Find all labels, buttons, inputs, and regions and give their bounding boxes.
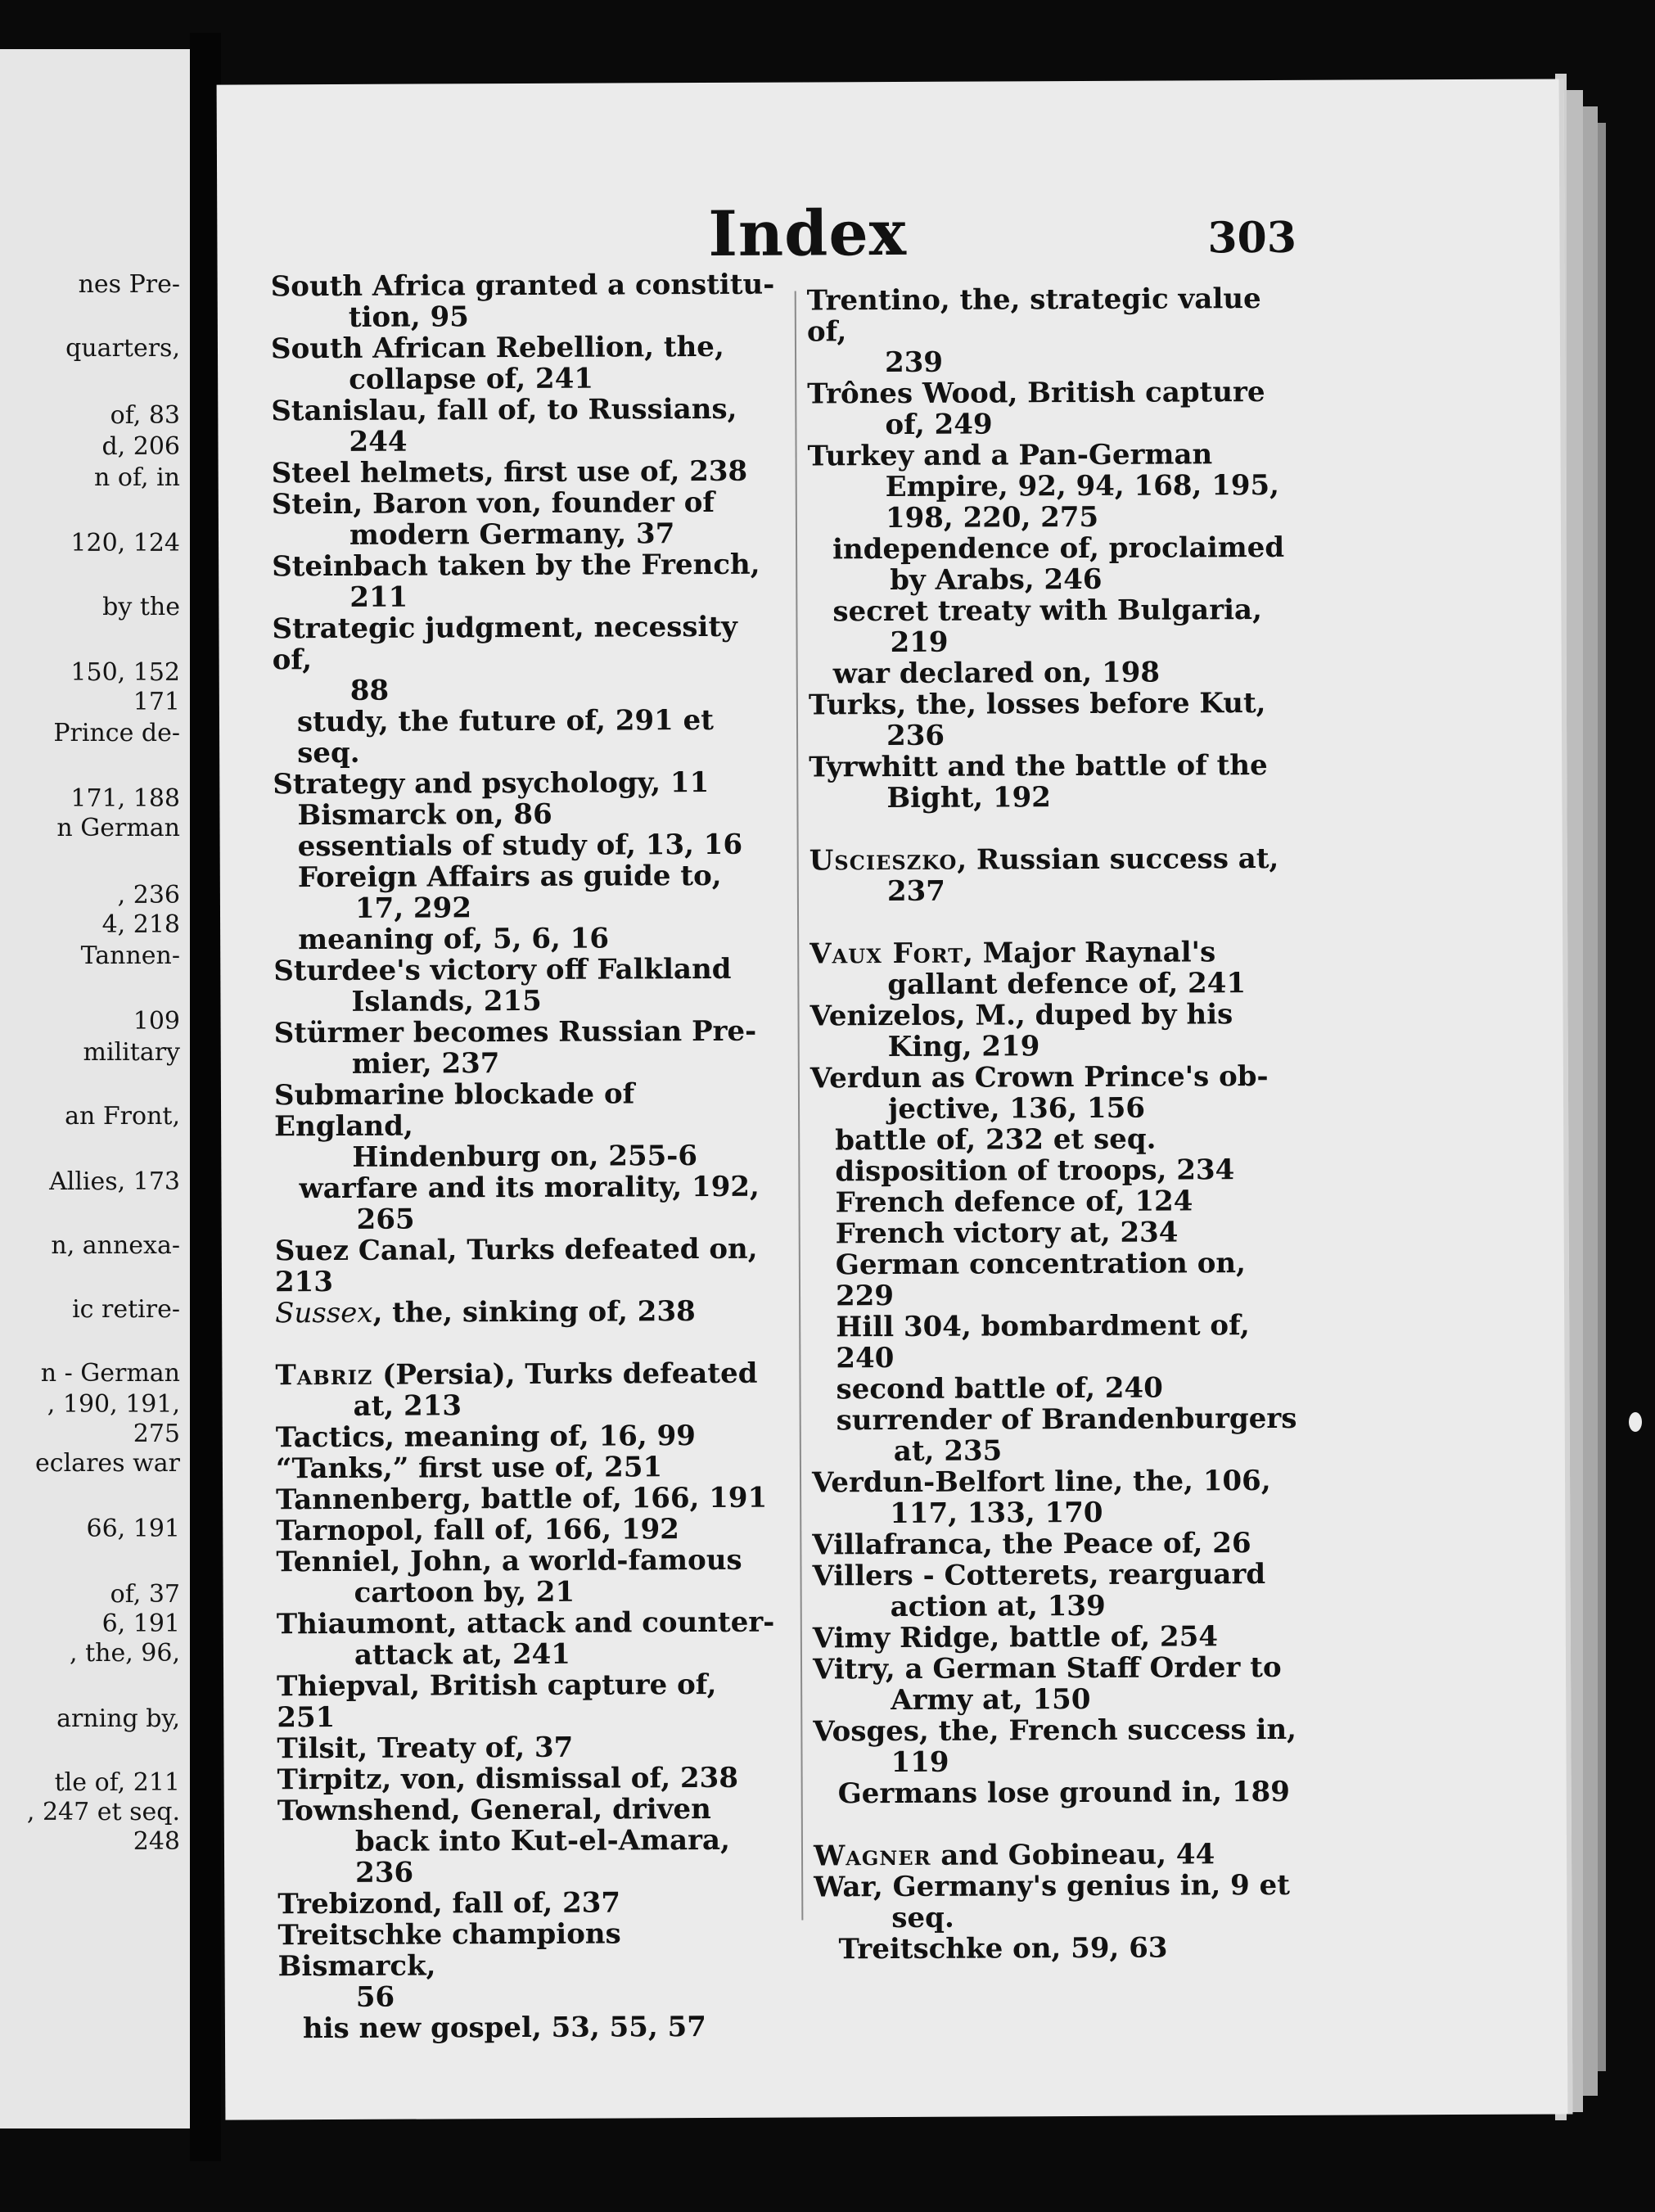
entry-heading <box>836 1216 1179 1250</box>
entry-text: Turks, the, losses before Kut, <box>808 687 1266 722</box>
entry-heading <box>837 1402 1297 1437</box>
left-page-line: 109 <box>133 1007 180 1036</box>
entry-heading <box>276 1482 767 1517</box>
entry-continuation: 119 <box>891 1745 949 1780</box>
page-title: Index <box>708 196 908 270</box>
entry-continuation: Hindenburg on, 255-6 <box>352 1140 698 1174</box>
entry-text: Stanislau, fall of, to Russians, <box>271 392 737 428</box>
entry-continuation: Empire, 92, 94, 168, 195, <box>885 468 1280 504</box>
entry-continuation: modern Germany, 37 <box>349 517 675 552</box>
entry-text: Tilsit, Treaty of, 37 <box>277 1731 574 1766</box>
entry-heading <box>275 1295 696 1329</box>
entry-heading <box>807 438 1212 472</box>
entry-heading <box>274 1077 634 1143</box>
entry-text: Turkey and a Pan-German <box>807 438 1213 473</box>
left-page-line: d, 206 <box>101 432 180 461</box>
entry-text: Verdun as Crown Prince's ob- <box>809 1060 1269 1095</box>
left-page-line: by the <box>102 593 180 621</box>
entry-heading <box>812 1558 1265 1592</box>
entry-continuation: Islands, 215 <box>351 984 542 1018</box>
entry-text: German concentration on, 229 <box>835 1247 1247 1313</box>
left-page-line: , 190, 191, <box>47 1390 180 1419</box>
entry-text: and Gobineau, 44 <box>931 1838 1215 1872</box>
index-subentry <box>808 594 1299 659</box>
entry-heading <box>276 1451 662 1485</box>
index-subentry <box>273 829 781 863</box>
index-entry <box>277 1918 785 2014</box>
entry-text: Verdun-Belfort line, the, 106, <box>811 1464 1271 1500</box>
entry-text: Stürmer becomes Russian Pre- <box>273 1014 757 1050</box>
index-subentry <box>811 1310 1302 1375</box>
left-page-line: , 236 <box>117 881 180 910</box>
entry-heading <box>276 1544 742 1578</box>
index-subentry <box>810 1154 1301 1188</box>
entry-heading <box>809 687 1266 721</box>
section-gap <box>809 812 1300 846</box>
entry-heading <box>812 1465 1271 1499</box>
left-page-line: 66, 191 <box>86 1515 180 1543</box>
left-page-line: 150, 152 <box>70 658 180 687</box>
index-subentry <box>808 532 1299 597</box>
entry-heading <box>273 766 709 801</box>
entry-heading <box>303 2011 706 2045</box>
entry-heading <box>835 1185 1193 1219</box>
left-page-line: eclares war <box>35 1449 180 1478</box>
entry-continuation: 88 <box>349 674 390 707</box>
index-subentry <box>273 860 781 925</box>
index-entry <box>271 332 778 396</box>
entry-text: Tannenberg, battle of, 166, 191 <box>276 1481 768 1517</box>
entry-heading <box>274 1015 757 1050</box>
index-subentry <box>814 1776 1305 1810</box>
entry-continuation: seq. <box>891 1901 954 1935</box>
entry-heading <box>836 1309 1250 1375</box>
entry-text: second battle of, 240 <box>836 1371 1163 1406</box>
entry-heading <box>277 1793 711 1827</box>
entry-continuation: by Arabs, 246 <box>890 562 1103 598</box>
index-entry <box>275 1234 782 1298</box>
page-edge <box>1598 123 1606 2071</box>
entry-heading <box>832 531 1284 566</box>
index-entry <box>274 1016 782 1081</box>
entry-text: Suez Canal, Turks defeated on, 213 <box>274 1232 758 1299</box>
index-entry <box>273 954 781 1018</box>
index-entry <box>807 377 1298 441</box>
entry-heading <box>838 1776 1290 1810</box>
entry-heading <box>273 953 731 987</box>
entry-heading <box>833 657 1160 691</box>
entry-heading <box>276 1420 696 1454</box>
entry-text: Treitschke on, 59, 63 <box>838 1931 1168 1966</box>
index-entry <box>812 1465 1303 1530</box>
entry-continuation: of, 249 <box>885 408 993 442</box>
entry-continuation: attack at, 241 <box>354 1637 570 1672</box>
index-subentry <box>812 1403 1303 1468</box>
entry-heading <box>813 1651 1282 1686</box>
index-entry <box>272 487 779 552</box>
section-gap <box>275 1327 782 1361</box>
entry-heading <box>276 1513 679 1547</box>
entry-text: Hill 304, bombardment of, 240 <box>836 1309 1250 1375</box>
entry-text: Venizelos, M., duped by his <box>809 998 1233 1033</box>
entry-text: Townshend, General, driven <box>277 1792 711 1828</box>
entry-text: French defence of, 124 <box>835 1185 1193 1220</box>
entry-text: Foreign Affairs as guide to, <box>297 859 722 895</box>
entry-text: Bismarck on, 86 <box>297 797 552 833</box>
entry-continuation: 211 <box>349 580 408 614</box>
page-edge <box>1583 106 1598 2096</box>
entry-heading <box>814 1838 1215 1872</box>
index-entry <box>276 1514 783 1547</box>
entry-text: South African Rebellion, the, <box>270 330 724 366</box>
left-page-line: , 247 et seq. <box>26 1798 180 1826</box>
entry-text: Tyrwhitt and the battle of the <box>809 749 1268 784</box>
index-entry <box>276 1483 783 1516</box>
index-entry <box>809 843 1301 908</box>
left-page-line: Allies, 173 <box>49 1167 180 1196</box>
entry-continuation: 236 <box>886 719 945 753</box>
entry-text: surrender of Brandenburgers <box>836 1402 1297 1438</box>
entry-heading <box>277 1917 620 1983</box>
index-subentry <box>273 923 781 956</box>
entry-heading <box>271 393 737 427</box>
entry-text: Tenniel, John, a world-famous <box>276 1543 742 1579</box>
entry-continuation: 236 <box>355 1856 414 1889</box>
entry-heading <box>814 1869 1290 1904</box>
entry-heading <box>809 842 1279 878</box>
index-column-left <box>271 269 786 2045</box>
entry-text: Trentino, the, strategic value of, <box>806 282 1261 349</box>
entry-heading <box>809 936 1215 970</box>
entry-continuation: cartoon by, 21 <box>354 1575 575 1609</box>
index-entry <box>272 456 779 490</box>
entry-continuation: at, 235 <box>893 1434 1003 1469</box>
entry-continuation: Bight, 192 <box>886 781 1051 815</box>
left-page-line: nes Pre- <box>78 270 180 299</box>
section-gap <box>814 1808 1305 1841</box>
index-page <box>217 79 1573 2119</box>
left-page-line: 6, 191 <box>101 1609 180 1638</box>
index-entry <box>276 1420 783 1454</box>
entry-heading <box>272 611 737 676</box>
entry-text: secret treaty with Bulgaria, <box>832 594 1262 629</box>
left-page-line: quarters, <box>65 334 180 363</box>
index-subentry <box>273 798 780 832</box>
index-entry <box>809 937 1301 1001</box>
entry-heading <box>810 1060 1269 1095</box>
entry-heading <box>297 704 714 770</box>
entry-text: Strategic judgment, necessity of, <box>272 610 737 677</box>
index-entry <box>271 269 778 334</box>
index-entry <box>275 1296 782 1329</box>
entry-heading <box>838 1932 1167 1966</box>
left-page-line: of, 37 <box>110 1580 180 1609</box>
index-entry <box>814 1839 1305 1872</box>
page-number: 303 <box>1207 212 1297 264</box>
entry-text: , Major Raynal's <box>963 936 1216 970</box>
entry-heading <box>812 1527 1251 1561</box>
left-page-line: n, annexa- <box>51 1231 180 1260</box>
entry-text: Submarine blockade of England, <box>273 1077 635 1144</box>
entry-italic-lead: Sussex <box>275 1296 373 1330</box>
entry-continuation: 237 <box>886 874 945 909</box>
left-page-line: 4, 218 <box>101 910 180 939</box>
index-entry <box>809 750 1300 815</box>
index-entry <box>273 767 780 801</box>
entry-text: Tarnopol, fall of, 166, 192 <box>276 1513 679 1548</box>
entry-smallcaps-lead: Tabriz <box>275 1358 373 1393</box>
entry-text: South Africa granted a constitu- <box>270 268 775 304</box>
entry-continuation: 244 <box>349 425 408 458</box>
entry-continuation: gallant defence of, 241 <box>887 967 1247 1002</box>
entry-heading <box>277 1731 573 1766</box>
entry-text: Stein, Baron von, founder of <box>271 485 715 521</box>
entry-heading <box>298 828 743 863</box>
entry-text: Strategy and psychology, 11 <box>273 765 710 801</box>
index-entry <box>812 1559 1303 1623</box>
entry-text: French victory at, 234 <box>835 1216 1179 1251</box>
left-page-line: Prince de- <box>53 719 180 747</box>
entry-heading <box>835 1123 1156 1158</box>
entry-heading <box>277 1762 738 1796</box>
entry-text: Vosges, the, French success in, <box>813 1713 1297 1749</box>
index-subentry <box>814 1932 1305 1966</box>
index-subentry <box>274 1171 782 1236</box>
entry-smallcaps-lead: Vaux Fort <box>809 937 964 971</box>
entry-heading <box>807 376 1265 410</box>
index-entry <box>272 612 779 707</box>
entry-text: Vimy Ridge, battle of, 254 <box>812 1620 1219 1655</box>
index-entry <box>276 1545 783 1609</box>
index-subentry <box>811 1372 1302 1406</box>
entry-text: War, Germany's genius in, 9 et <box>814 1868 1290 1904</box>
entry-text: battle of, 232 et seq. <box>835 1122 1157 1158</box>
entry-continuation: King, 219 <box>887 1030 1040 1064</box>
entry-continuation: action at, 139 <box>890 1589 1106 1624</box>
left-page-line: tle of, 211 <box>54 1768 180 1797</box>
entry-text: Vitry, a German Staff Order to <box>812 1650 1282 1686</box>
entry-continuation: Army at, 150 <box>891 1682 1091 1718</box>
entry-text: “Tanks,” first use of, 251 <box>275 1451 663 1486</box>
entry-text: Sturdee's victory off Falkland <box>273 952 732 988</box>
index-subentry <box>278 2011 786 2045</box>
index-entry <box>812 1528 1303 1561</box>
index-subentry <box>810 1123 1301 1157</box>
entry-text: Treitschke champions Bismarck, <box>277 1917 621 1984</box>
entry-continuation: 239 <box>884 345 944 380</box>
book-spine <box>190 33 221 2161</box>
left-page-line: of, 83 <box>110 401 180 430</box>
left-page-fragment <box>0 49 190 2128</box>
entry-text: independence of, proclaimed <box>832 530 1285 567</box>
entry-text: disposition of troops, 234 <box>835 1153 1235 1189</box>
index-subentry <box>273 705 780 770</box>
entry-text: warfare and its morality, 192, <box>299 1170 760 1206</box>
entry-smallcaps-lead: Wagner <box>813 1839 931 1873</box>
left-page-line: 120, 124 <box>70 529 180 558</box>
index-entry <box>275 1358 782 1423</box>
index-entry <box>274 1078 782 1174</box>
entry-text: Trônes Wood, British capture <box>807 376 1265 411</box>
entry-continuation: tion, 95 <box>348 300 469 334</box>
entry-text: study, the future of, 291 et seq. <box>296 703 715 770</box>
entry-text: Steinbach taken by the French, <box>272 548 760 584</box>
left-page-line: 171, 188 <box>70 784 180 813</box>
entry-continuation: jective, 136, 156 <box>887 1091 1146 1126</box>
entry-heading <box>813 1620 1218 1654</box>
entry-heading <box>813 1713 1296 1749</box>
entry-text: , Russian success at, <box>957 842 1279 877</box>
scan-artifact <box>1629 1412 1642 1432</box>
entry-continuation: mier, 237 <box>351 1047 500 1081</box>
entry-text: Villers - Cotterets, rearguard <box>812 1558 1266 1593</box>
index-subentry <box>811 1248 1302 1312</box>
index-entry <box>271 394 778 458</box>
entry-heading <box>809 998 1233 1032</box>
index-entry <box>277 1763 785 1796</box>
left-page-line: ic retire- <box>72 1295 180 1324</box>
entry-text: his new gospel, 53, 55, 57 <box>302 2011 706 2046</box>
entry-text: Tactics, meaning of, 16, 99 <box>275 1420 696 1455</box>
entry-heading <box>271 269 775 304</box>
index-entry <box>276 1451 783 1485</box>
entry-heading <box>277 1886 620 1921</box>
entry-text: war declared on, 198 <box>832 656 1161 691</box>
index-entry <box>810 1061 1301 1126</box>
left-page-line: Tannen- <box>80 941 180 970</box>
index-entry <box>813 1652 1304 1717</box>
index-subentry <box>811 1217 1302 1250</box>
entry-heading <box>272 455 748 490</box>
entry-continuation: 17, 292 <box>354 892 472 925</box>
section-gap <box>809 905 1301 939</box>
entry-heading <box>297 798 552 832</box>
index-entry <box>813 1621 1304 1654</box>
entry-heading <box>299 1171 759 1205</box>
index-entry <box>807 283 1298 379</box>
left-page-line: n - German <box>40 1359 180 1388</box>
entry-heading <box>275 1357 757 1393</box>
index-entry <box>809 999 1301 1063</box>
entry-continuation: 198, 220, 275 <box>885 500 1099 535</box>
entry-heading <box>275 1233 758 1299</box>
index-entry <box>277 1607 784 1672</box>
index-column-right <box>807 283 1306 1966</box>
left-page-line: 171 <box>133 688 180 716</box>
entry-continuation: 117, 133, 170 <box>890 1496 1103 1531</box>
index-entry <box>272 549 779 614</box>
entry-heading <box>277 1668 716 1734</box>
entry-text: (Persia), Turks defeated <box>372 1357 758 1392</box>
entry-heading <box>832 594 1262 628</box>
entry-smallcaps-lead: Uscieszko <box>809 843 958 878</box>
entry-continuation: at, 213 <box>353 1389 462 1423</box>
entry-heading <box>298 860 722 894</box>
entry-continuation: 219 <box>890 625 949 660</box>
entry-heading <box>277 1606 775 1641</box>
entry-heading <box>809 749 1268 783</box>
index-entry <box>277 1794 785 1889</box>
index-subentry <box>809 657 1300 690</box>
entry-heading <box>272 548 760 584</box>
entry-continuation: 56 <box>355 1980 395 2014</box>
entry-heading <box>271 331 724 365</box>
entry-heading <box>836 1372 1162 1406</box>
left-page-line: n German <box>56 814 180 842</box>
entry-text: essentials of study of, 13, 16 <box>297 828 743 864</box>
left-page-line: an Front, <box>65 1102 180 1131</box>
page-header <box>217 193 1559 270</box>
entry-text: Germans lose ground in, 189 <box>837 1775 1290 1811</box>
index-entry <box>277 1669 784 1734</box>
entry-text: Thiepval, British capture of, 251 <box>277 1668 717 1735</box>
entry-continuation: collapse of, 241 <box>349 362 594 396</box>
entry-heading <box>272 486 715 521</box>
index-entry <box>814 1870 1305 1934</box>
left-page-line: arning by, <box>56 1704 180 1733</box>
entry-heading <box>807 282 1261 348</box>
left-page-line: , the, 96, <box>70 1639 180 1668</box>
index-subentry <box>810 1185 1301 1219</box>
entry-text: meaning of, 5, 6, 16 <box>298 922 610 957</box>
left-page-line: 248 <box>133 1827 180 1856</box>
entry-text: Villafranca, the Peace of, 26 <box>812 1527 1251 1562</box>
entry-continuation: 265 <box>356 1203 415 1236</box>
index-entry <box>277 1731 784 1765</box>
index-entry <box>807 439 1298 535</box>
entry-heading <box>836 1247 1246 1312</box>
left-page-line: military <box>83 1038 180 1067</box>
index-entry <box>809 688 1300 752</box>
entry-text: Trebizond, fall of, 237 <box>277 1886 621 1921</box>
index-entry <box>813 1714 1304 1779</box>
entry-heading <box>298 923 609 957</box>
index-entry <box>277 1887 785 1921</box>
left-page-line: n of, in <box>94 463 180 492</box>
entry-text: Steel helmets, first use of, 238 <box>271 454 748 490</box>
column-divider <box>795 291 804 1921</box>
entry-heading <box>835 1153 1234 1188</box>
entry-text: Tirpitz, von, dismissal of, 238 <box>277 1761 739 1797</box>
entry-continuation: back into Kut-el-Amara, <box>354 1823 730 1858</box>
entry-text: Thiaumont, attack and counter- <box>276 1605 775 1641</box>
left-page-line: 275 <box>133 1420 180 1448</box>
entry-text: , the, sinking of, 238 <box>372 1295 696 1329</box>
